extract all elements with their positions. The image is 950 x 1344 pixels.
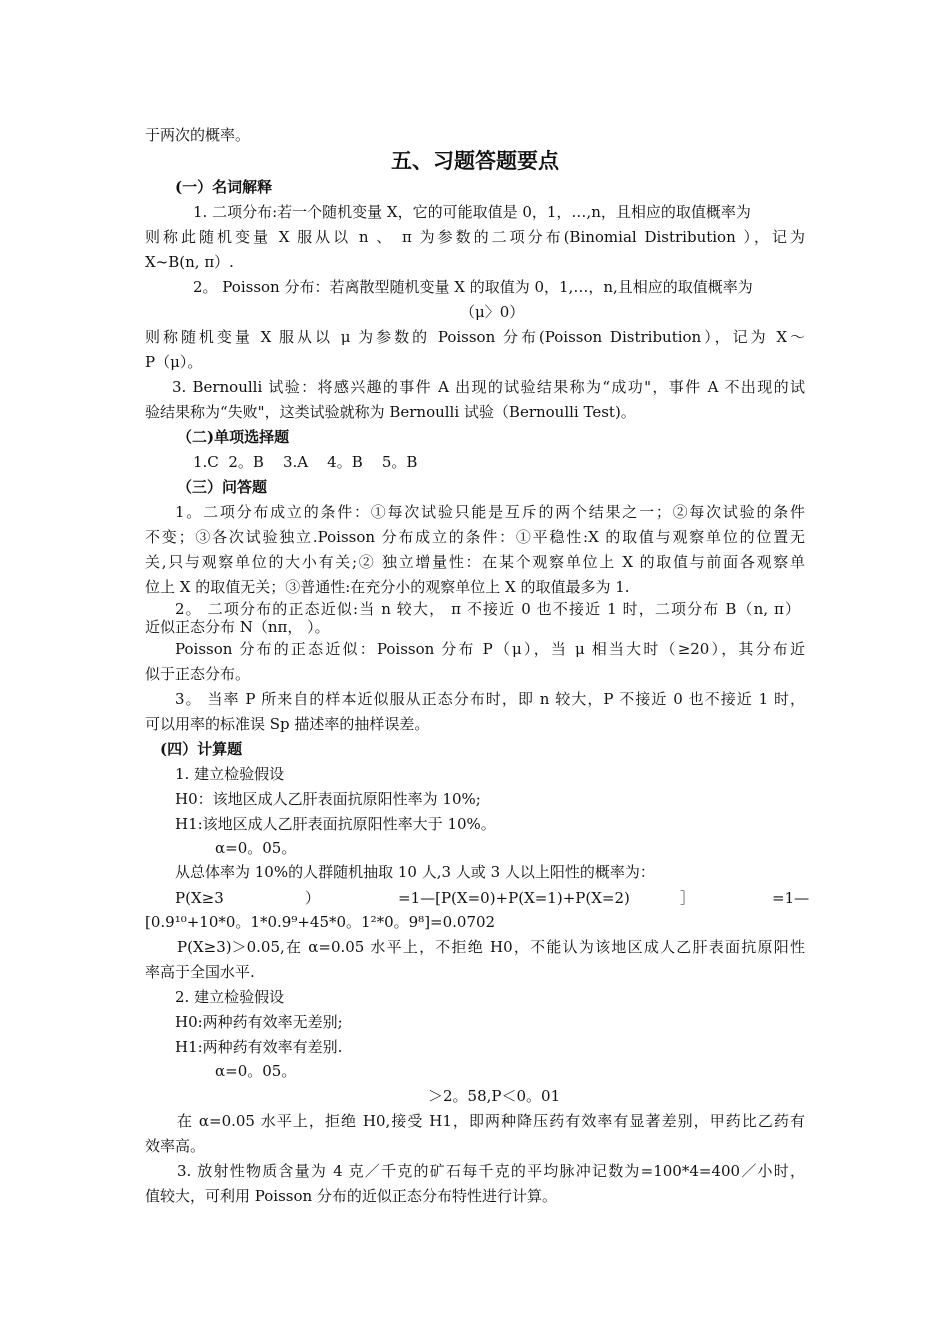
text-line: 2。 Poisson 分布：若离散型随机变量 X 的取值为 0，1,…，n,且相应的取值概率为 [193,278,753,296]
text-line: 验结果称为“失败"，这类试验就称为 Bernoulli 试验（Bernoulli Test)。 [145,403,636,421]
text-line: Poisson 分布的正态近似：Poisson 分布 P（μ），当 μ 相当大时（≥20），其分布近 [175,640,805,658]
text-line: （μ〉0） [460,303,525,321]
text-line: 于两次的概率。 [145,126,251,144]
text-line: 值较大，可利用 Poisson 分布的近似正态分布特性进行计算。 [145,1187,557,1205]
text-line: 率高于全国水平. [145,963,255,981]
text-line: 1. 二项分布:若一个随机变量 X，它的可能取值是 0，1，…,n，且相应的取值概率为 [193,203,751,221]
text-line: H0:两种药有效率无差别; [175,1013,343,1031]
text-line: 可以用率的标准误 Sp 描述率的抽样误差。 [145,715,430,733]
text-line: 近似正态分布 N（nπ， ）。 [145,618,330,636]
text-line: 位上 X 的取值无关；③普通性:在充分小的观察单位上 X 的取值最多为 1. [145,578,630,596]
text-line: [0.9¹⁰+10*0。1*0.9⁹+45*0。1²*0。9⁸]=0.0702 [145,913,496,931]
text-line: 2. 建立检验假设 [175,988,285,1006]
text-line: α=0。05。 [215,839,297,857]
section-heading-qa: （三）问答题 [177,478,268,496]
text-line: 则称此随机变量 X 服从以 n 、 π 为参数的二项分布(Binomial Distribution ），记为 [145,228,805,246]
text-line: H1:该地区成人乙肝表面抗原阳性率大于 10%。 [175,815,496,833]
text-line: X~B(n, π）. [145,253,234,271]
section-heading-calc: (四）计算题 [160,740,243,758]
text-line: ＞2。58,P＜0。01 [428,1087,561,1105]
text-line: P（μ）。 [145,353,203,371]
answer-list: 1.C 2。B 3.A 4。B 5。B [193,453,418,471]
text-line: 关,只与观察单位的大小有关;② 独立增量性：在某个观察单位上 X 的取值与前面各观察单 [145,553,805,571]
text-line: 3。 当率 P 所来自的样本近似服从正态分布时，即 n 较大，P 不接近 0 也不接近 1 时， [175,690,805,708]
text-line: α=0。05。 [215,1062,297,1080]
section-heading-choice: （二)单项选择题 [177,428,290,446]
text-line: 似于正态分布。 [145,665,251,683]
text-line: H0：该地区成人乙肝表面抗原阳性率为 10%; [175,790,481,808]
text-line: 1。二项分布成立的条件：①每次试验只能是互斥的两个结果之一；②每次试验的条件 [175,503,805,521]
formula-part: =1—[P(X=0)+P(X=1)+P(X=2) [398,889,630,907]
text-line: 则称随机变量 X 服从以 μ 为参数的 Poisson 分布(Poisson Distribution），记为 X～ [145,328,805,346]
page-title: 五、习题答题要点 [391,148,559,173]
text-line: 1. 建立检验假设 [175,765,285,783]
formula-part: ］ [680,889,696,907]
text-line: 从总体率为 10%的人群随机抽取 10 人,3 人或 3 人以上阳性的概率为： [175,863,655,881]
formula-part: ） [305,889,321,907]
text-line: H1:两种药有效率有差别. [175,1038,343,1056]
text-line: P(X≥3)＞0.05,在 α=0.05 水平上，不拒绝 H0，不能认为该地区成人乙肝表面抗原阳性 [177,938,805,956]
text-line: 不变；③各次试验独立.Poisson 分布成立的条件：①平稳性:X 的取值与观察单位的位置无 [145,528,805,546]
text-line: 效率高。 [145,1137,206,1155]
text-line: 在 α=0.05 水平上，拒绝 H0,接受 H1，即两种降压药有效率有显著差别，甲药比乙药有 [177,1112,805,1130]
section-heading-terms: (一）名词解释 [175,178,273,196]
formula-part: P(X≥3 [175,889,224,907]
text-line: 2。 二项分布的正态近似:当 n 较大， π 不接近 0 也不接近 1 时，二项分布 B（n, π） [175,600,800,618]
text-line: 3. Bernoulli 试验：将感兴趣的事件 A 出现的试验结果称为“成功"，事件 A 不出现的试 [172,378,805,396]
formula-part: =1— [772,889,810,907]
text-line: 3. 放射性物质含量为 4 克／千克的矿石每千克的平均脉冲记数为=100*4=400／小时， [177,1162,805,1180]
